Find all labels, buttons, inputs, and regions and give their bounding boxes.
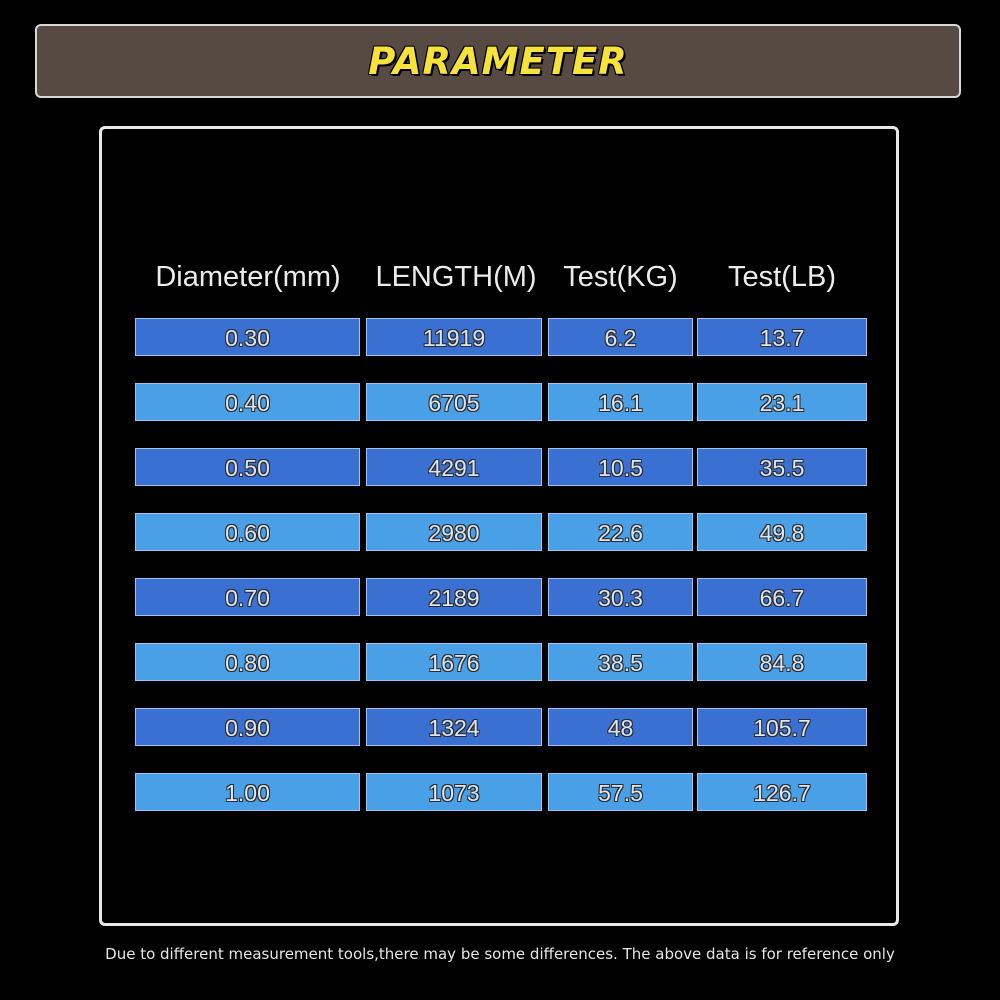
banner-title: PARAMETER <box>368 39 628 83</box>
cell-test-kg: 16.1 <box>548 383 693 421</box>
cell-test-lb: 23.1 <box>697 383 867 421</box>
cell-diameter: 0.80 <box>135 643 360 681</box>
header-test-lb: Test(LB) <box>728 261 836 293</box>
disclaimer-note: Due to different measurement tools,there may be some differences. The above data is for reference only <box>105 945 895 963</box>
table-row <box>0 578 1000 616</box>
table-row <box>0 383 1000 421</box>
table-row <box>0 513 1000 551</box>
header-diameter: Diameter(mm) <box>155 261 341 293</box>
cell-test-lb: 126.7 <box>697 773 867 811</box>
cell-test-lb: 49.8 <box>697 513 867 551</box>
cell-test-lb: 84.8 <box>697 643 867 681</box>
cell-test-kg: 38.5 <box>548 643 693 681</box>
cell-test-kg: 22.6 <box>548 513 693 551</box>
table-row <box>0 708 1000 746</box>
cell-length: 11919 <box>366 318 542 356</box>
cell-diameter: 0.50 <box>135 448 360 486</box>
header-test-kg: Test(KG) <box>563 261 678 293</box>
cell-diameter: 0.40 <box>135 383 360 421</box>
table-row <box>0 318 1000 356</box>
cell-length: 1324 <box>366 708 542 746</box>
table-header <box>0 254 1000 300</box>
cell-test-lb: 66.7 <box>697 578 867 616</box>
cell-diameter: 0.30 <box>135 318 360 356</box>
cell-length: 2189 <box>366 578 542 616</box>
cell-test-lb: 105.7 <box>697 708 867 746</box>
cell-diameter: 0.60 <box>135 513 360 551</box>
cell-test-kg: 30.3 <box>548 578 693 616</box>
table-row <box>0 643 1000 681</box>
table-row <box>0 773 1000 811</box>
cell-length: 4291 <box>366 448 542 486</box>
table-row <box>0 448 1000 486</box>
cell-test-lb: 35.5 <box>697 448 867 486</box>
cell-length: 1073 <box>366 773 542 811</box>
cell-length: 6705 <box>366 383 542 421</box>
header-length: LENGTH(M) <box>375 261 537 293</box>
cell-test-kg: 57.5 <box>548 773 693 811</box>
cell-diameter: 0.70 <box>135 578 360 616</box>
cell-test-kg: 10.5 <box>548 448 693 486</box>
cell-test-kg: 6.2 <box>548 318 693 356</box>
cell-length: 1676 <box>366 643 542 681</box>
cell-length: 2980 <box>366 513 542 551</box>
cell-test-kg: 48 <box>548 708 693 746</box>
title-banner <box>35 24 961 98</box>
cell-test-lb: 13.7 <box>697 318 867 356</box>
cell-diameter: 0.90 <box>135 708 360 746</box>
cell-diameter: 1.00 <box>135 773 360 811</box>
